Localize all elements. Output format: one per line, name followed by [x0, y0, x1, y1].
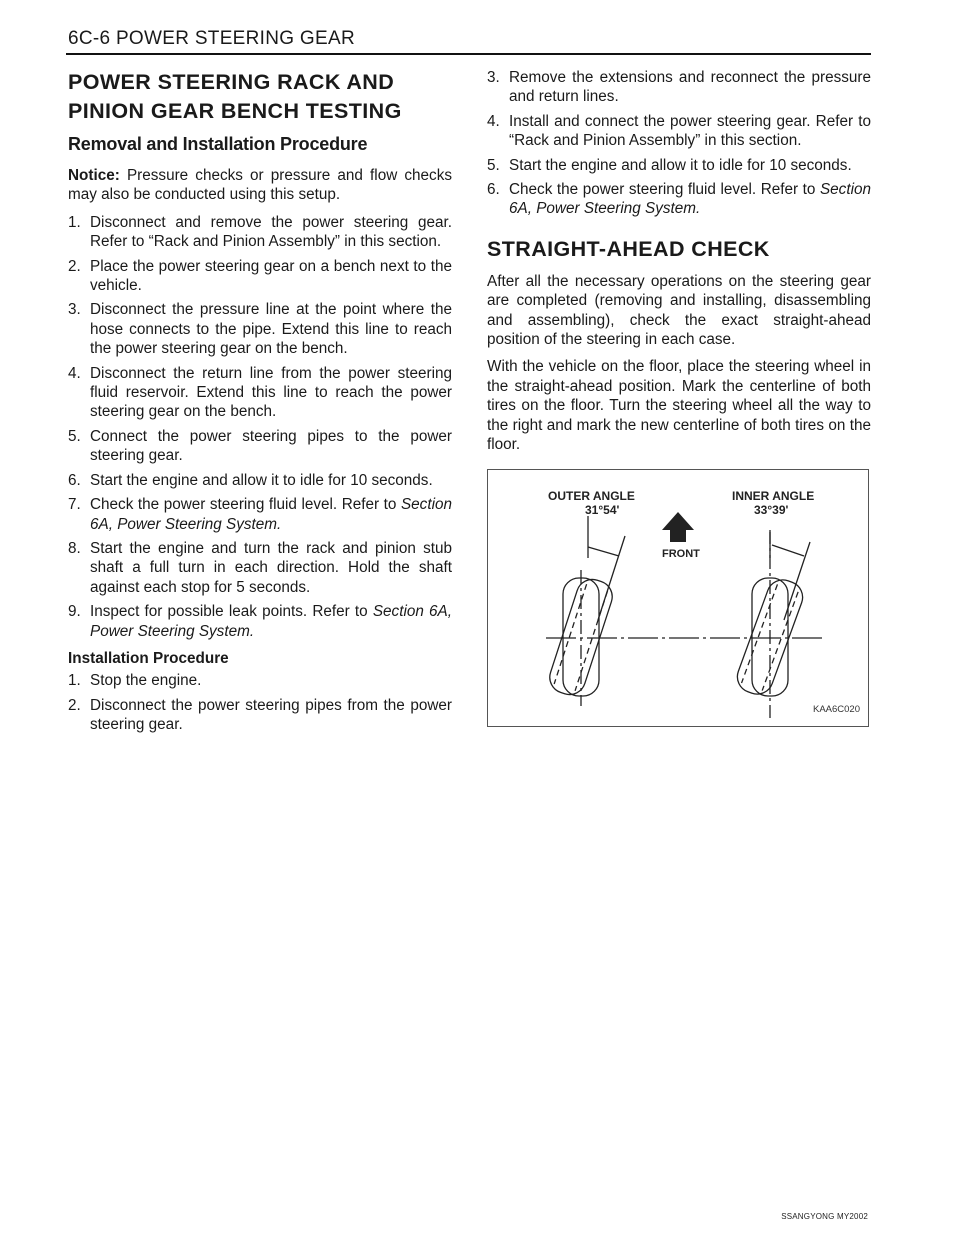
list-item: 6. Start the engine and allow it to idle for 10 seconds. — [68, 471, 433, 489]
outer-angle-label: OUTER ANGLE — [548, 488, 635, 503]
notice-label: Notice: — [68, 167, 120, 184]
list-item: 1. Stop the engine. — [68, 672, 202, 690]
figure-code: KAA6C020 — [812, 704, 860, 716]
straight-ahead-paragraph-2: With the vehicle on the floor, place the steering wheel in the straight-ahead position. Mark the centerline of both tires on the floor. Turn the steering wheel all the way to the right and mark the new centerline of both tires on the floor. — [487, 358, 871, 454]
list-item: 1. Disconnect and remove the power steering gear. Refer to “Rack and Pinion Assembly” in this section. — [68, 213, 452, 251]
notice-text: Pressure checks or pressure and flow checks may also be conducted using this setup. — [68, 167, 452, 204]
list-item: 6. Check the power steering fluid level. Refer to Section 6A, Power Steering System. — [487, 181, 871, 218]
installation-heading: Installation Procedure — [68, 649, 229, 667]
header-rule — [66, 53, 871, 55]
right-column — [487, 68, 871, 727]
outer-angle-value: 31°54' — [585, 502, 620, 517]
wheel-angle-figure — [487, 469, 869, 727]
list-item: 4. Disconnect the return line from the power steering fluid reservoir. Extend this line to reach the power steering gear on the bench. — [68, 364, 452, 421]
section-heading-line1: POWER STEERING RACK AND — [68, 70, 395, 94]
straight-ahead-paragraph-1: After all the necessary operations on the steering gear are completed (removing and installing, disassembling and assembling), check the exact straight-ahead position of the steering in each case. — [487, 272, 871, 349]
front-arrow-icon — [662, 512, 694, 542]
list-item: 8. Start the engine and turn the rack and pinion stub shaft a full turn in each direction. Hold the shaft against each stop for 5 seconds. — [68, 539, 452, 596]
wheel-angle-illustration — [488, 470, 868, 726]
removal-steps-list — [68, 213, 452, 641]
left-column — [68, 68, 452, 743]
list-item: 3. Disconnect the pressure line at the point where the hose connects to the pipe. Extend this line to reach the power steering gear on the bench. — [68, 301, 452, 358]
front-label: FRONT — [662, 547, 700, 560]
list-item: 9. Inspect for possible leak points. Refer to Section 6A, Power Steering System. — [68, 603, 453, 640]
notice-paragraph — [68, 166, 452, 205]
continued-steps-list — [487, 68, 871, 219]
section-heading — [68, 68, 452, 126]
section-reference: Section 6A, Power Steering System. — [90, 603, 453, 640]
list-item: 5. Connect the power steering pipes to the power steering gear. — [68, 427, 452, 465]
list-item: 7. Check the power steering fluid level. Refer to Section 6A, Power Steering System. — [68, 496, 452, 533]
list-item: 3. Remove the extensions and reconnect the pressure and return lines. — [487, 69, 871, 106]
list-item: 2. Place the power steering gear on a bench next to the vehicle. — [68, 257, 452, 295]
section-reference: Section 6A, Power Steering System. — [90, 496, 452, 533]
footer-brand: SSANGYONG MY2002 — [781, 1212, 868, 1221]
list-item: 4. Install and connect the power steering gear. Refer to “Rack and Pinion Assembly” in this section. — [487, 112, 871, 150]
list-item: 5. Start the engine and allow it to idle for 10 seconds. — [487, 156, 852, 174]
inner-angle-label: INNER ANGLE — [732, 488, 815, 503]
section-reference: Section 6A, Power Steering System. — [509, 181, 871, 218]
installation-steps-list — [68, 671, 452, 734]
inner-angle-value: 33°39' — [754, 502, 789, 517]
straight-ahead-heading: STRAIGHT-AHEAD CHECK — [487, 236, 770, 261]
list-item: 2. Disconnect the power steering pipes from the power steering gear. — [68, 696, 452, 734]
section-heading-line2: PINION GEAR BENCH TESTING — [68, 99, 402, 123]
page-header-title: 6C-6 POWER STEERING GEAR — [68, 28, 355, 49]
removal-subheading: Removal and Installation Procedure — [68, 134, 368, 154]
